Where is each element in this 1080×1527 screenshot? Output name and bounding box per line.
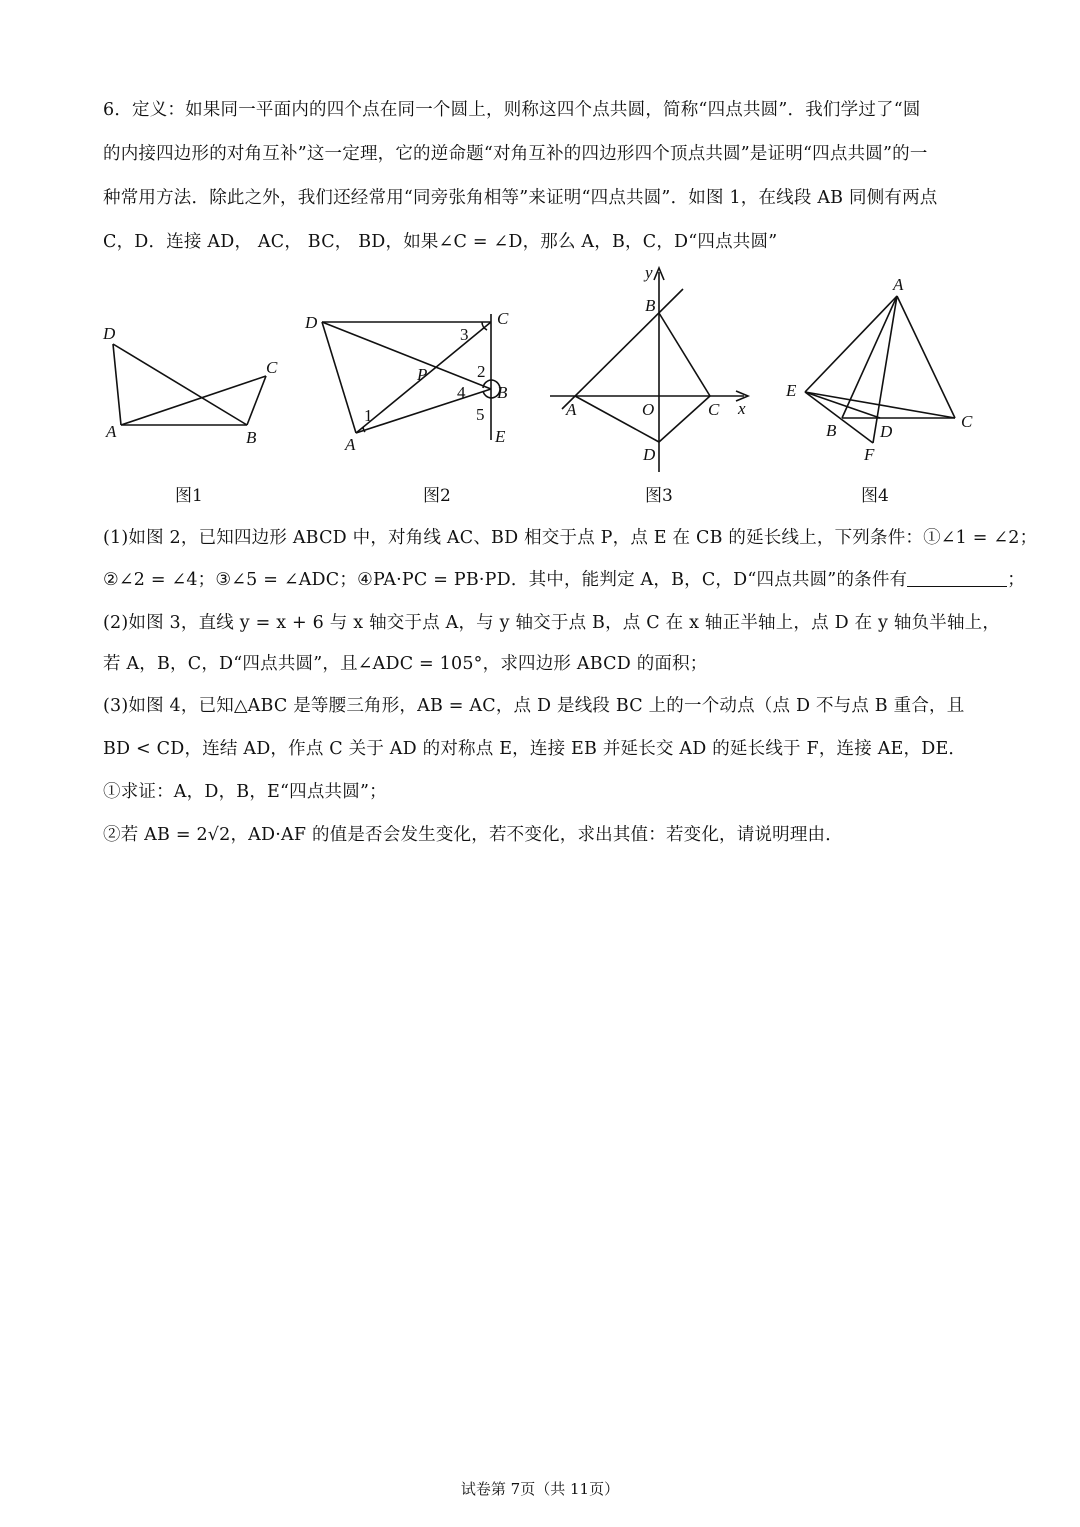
fig2-label-4: 4 xyxy=(457,383,466,402)
question-1-line-2 xyxy=(103,566,1025,591)
fig1-label-b: B xyxy=(246,428,257,447)
fig4-label-b: B xyxy=(826,421,837,440)
question-3-line-2: BD < CD，连结 AD，作点 C 关于 AD 的对称点 E，连接 EB 并延长交 AD 的延长线于 F，连接 AE，DE． xyxy=(103,739,967,759)
figure-4 xyxy=(785,275,973,464)
figure-3-caption: 图3 xyxy=(645,486,673,506)
fig2-label-3: 3 xyxy=(460,325,469,344)
fig4-label-c: C xyxy=(961,412,973,431)
figure-2-caption: 图2 xyxy=(423,486,451,506)
figure-2 xyxy=(304,309,509,454)
segment-ac xyxy=(897,296,955,418)
fig4-label-d: D xyxy=(880,422,893,441)
fig3-label-c: C xyxy=(708,400,720,419)
fig3-label-x: x xyxy=(738,399,746,418)
question-3-sub-2: ②若 AB = 2√2，AD·AF 的值是否会发生变化，若不变化，求出其值：若变化，请说明理由． xyxy=(103,825,843,845)
segment-bc xyxy=(247,376,266,425)
fig2-label-e: E xyxy=(495,427,506,446)
segment-ac xyxy=(121,376,266,425)
fig4-label-f: F xyxy=(864,445,875,464)
segment-da xyxy=(322,322,356,433)
fig3-label-y: y xyxy=(645,263,653,282)
fig2-label-1: 1 xyxy=(364,406,373,425)
line-y-eq-x-plus-6 xyxy=(562,289,683,409)
fig4-label-e: E xyxy=(786,381,797,400)
fig3-label-b: B xyxy=(645,296,656,315)
fig2-label-2: 2 xyxy=(477,362,486,381)
fig2-label-b: B xyxy=(497,383,508,402)
fig3-label-o: O xyxy=(642,400,655,419)
question-1-line-2-text: ②∠2 = ∠4；③∠5 = ∠ADC；④PA·PC = PB·PD．其中，能判定 A，B，C，D“四点共圆”的条件有 xyxy=(103,570,908,590)
fig1-label-d: D xyxy=(103,324,116,343)
segment-ad xyxy=(113,344,121,425)
figure-1 xyxy=(102,324,278,447)
question-2-line-1: (2)如图 3，直线 y = x + 6 与 x 轴交于点 A，与 y 轴交于点 B，点 C 在 x 轴正半轴上，点 D 在 y 轴负半轴上， xyxy=(103,613,1001,633)
question-1-line-1: (1)如图 2，已知四边形 ABCD 中，对角线 AC、BD 相交于点 P，点 E 在 CB 的延长线上，下列条件：①∠1 = ∠2； xyxy=(103,528,1038,548)
fig3-label-a: A xyxy=(566,400,577,419)
answer-blank xyxy=(907,572,1007,587)
problem-line-3: 种常用方法．除此之外，我们还经常用“同旁张角相等”来证明“四点共圆”．如图 1，在线段 AB 同侧有两点 xyxy=(103,188,938,208)
segment-bc xyxy=(659,313,710,396)
problem-line-1: 6．定义：如果同一平面内的四个点在同一个圆上，则称这四个点共圆，简称“四点共圆”．我们学过了“圆 xyxy=(103,100,921,120)
segment-ab xyxy=(356,389,491,433)
figures-panel xyxy=(0,262,1080,512)
fig2-label-a: A xyxy=(345,435,356,454)
fig1-label-c: C xyxy=(266,358,278,377)
page-footer: 试卷第 7页（共 11页） xyxy=(460,1480,620,1498)
fig4-label-a: A xyxy=(893,275,904,294)
problem-line-2: 的内接四边形的对角互补”这一定理，它的逆命题“对角互补的四边形四个顶点共圆”是证明“四点共圆”的一 xyxy=(103,144,928,164)
fig2-label-5: 5 xyxy=(476,405,485,424)
fig2-label-d: D xyxy=(305,313,318,332)
question-3-sub-1: ①求证：A，D，B，E“四点共圆”； xyxy=(103,782,387,802)
question-2-line-2: 若 A，B，C，D“四点共圆”，且∠ADC = 105°，求四边形 ABCD 的面积； xyxy=(103,654,708,674)
figure-1-caption: 图1 xyxy=(175,486,203,506)
problem-line-4: C，D．连接 AD， AC， BC， BD，如果∠C = ∠D，那么 A，B，C，D“四点共圆” xyxy=(103,232,778,252)
fig3-label-d: D xyxy=(643,445,656,464)
question-3-line-1: (3)如图 4，已知△ABC 是等腰三角形，AB = AC，点 D 是线段 BC 上的一个动点（点 D 不与点 B 重合，且 xyxy=(103,696,965,716)
question-1-line-2-end: ； xyxy=(1007,570,1025,590)
segment-dc xyxy=(659,396,710,442)
figure-4-caption: 图4 xyxy=(861,486,889,506)
fig2-label-p: P xyxy=(417,365,428,384)
fig2-label-c: C xyxy=(497,309,509,328)
fig1-label-a: A xyxy=(106,422,117,441)
figure-3 xyxy=(550,263,748,472)
segment-bd xyxy=(113,344,247,425)
segment-ed xyxy=(805,392,880,418)
